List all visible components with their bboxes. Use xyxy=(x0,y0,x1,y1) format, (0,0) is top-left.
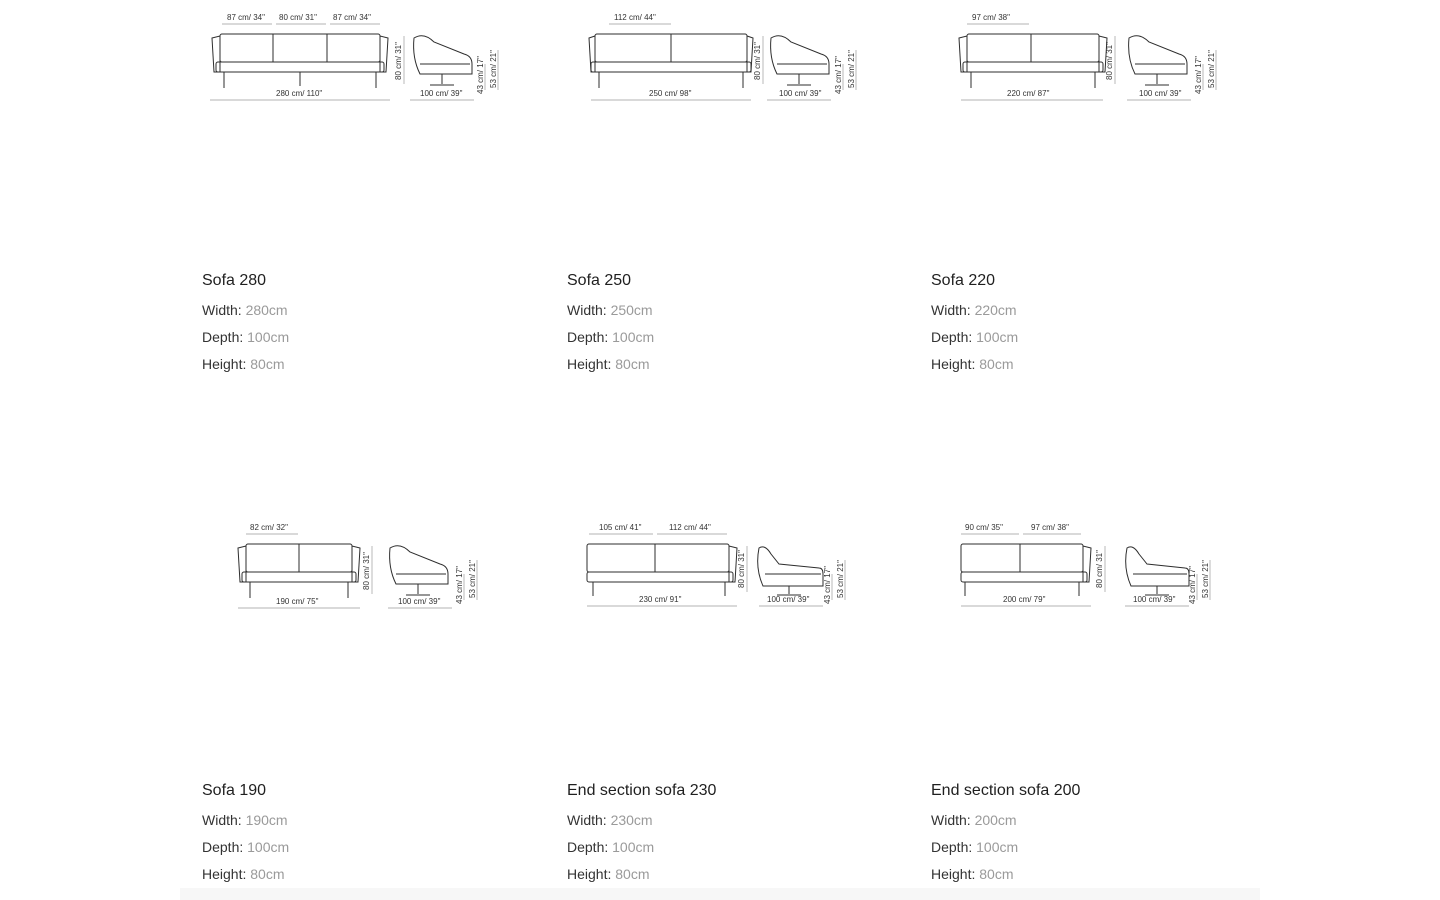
dim-height: 80 cm/ 31" xyxy=(737,550,746,588)
dim-top-1: 97 cm/ 38" xyxy=(972,13,1010,22)
spec-depth: Depth: 100cm xyxy=(567,839,655,855)
dim-top-1: 82 cm/ 32" xyxy=(250,523,288,532)
spec-width: Width: 250cm xyxy=(567,302,653,318)
dim-side-depth: 100 cm/ 39" xyxy=(767,595,810,604)
dim-arm-height: 53 cm/ 21" xyxy=(1207,50,1216,88)
dim-seat-height: 43 cm/ 17" xyxy=(823,566,832,604)
product-name: Sofa 190 xyxy=(202,782,267,799)
dim-top-2: 112 cm/ 44" xyxy=(669,523,711,532)
spec-height: Height: 80cm xyxy=(567,356,650,372)
dim-height: 80 cm/ 31" xyxy=(1105,42,1114,80)
dim-bottom: 280 cm/ 110" xyxy=(276,89,323,98)
dimension-drawing xyxy=(931,518,1261,628)
dim-top-3: 87 cm/ 34" xyxy=(333,13,371,22)
dim-bottom: 220 cm/ 87" xyxy=(1007,89,1050,98)
dim-bottom: 200 cm/ 79" xyxy=(1003,595,1046,604)
dim-side-depth: 100 cm/ 39" xyxy=(779,89,822,98)
dim-top-1: 87 cm/ 34" xyxy=(227,13,265,22)
dim-height: 80 cm/ 31" xyxy=(362,552,371,590)
dimension-drawing xyxy=(567,8,897,118)
spec-width: Width: 190cm xyxy=(202,812,288,828)
spec-width: Width: 220cm xyxy=(931,302,1017,318)
dim-arm-height: 53 cm/ 21" xyxy=(489,50,498,88)
dim-seat-height: 43 cm/ 17" xyxy=(455,566,464,604)
spec-height: Height: 80cm xyxy=(202,356,285,372)
dimension-drawing xyxy=(202,8,532,118)
spec-height: Height: 80cm xyxy=(931,866,1014,882)
dimension-drawing xyxy=(202,518,532,628)
spec-depth: Depth: 100cm xyxy=(202,839,290,855)
dim-height: 80 cm/ 31" xyxy=(1095,550,1104,588)
dim-arm-height: 53 cm/ 21" xyxy=(468,560,477,598)
dimension-drawing xyxy=(931,8,1261,118)
dim-arm-height: 53 cm/ 21" xyxy=(847,50,856,88)
page-footer-edge xyxy=(180,888,1260,900)
dim-seat-height: 43 cm/ 17" xyxy=(1188,566,1197,604)
dim-bottom: 250 cm/ 98" xyxy=(649,89,692,98)
dim-top-2: 80 cm/ 31" xyxy=(279,13,317,22)
dim-seat-height: 43 cm/ 17" xyxy=(476,56,485,94)
dim-side-depth: 100 cm/ 39" xyxy=(1133,595,1176,604)
product-name: Sofa 280 xyxy=(202,272,267,289)
dim-side-depth: 100 cm/ 39" xyxy=(420,89,463,98)
dim-bottom: 230 cm/ 91" xyxy=(639,595,682,604)
spec-height: Height: 80cm xyxy=(202,866,285,882)
dim-side-depth: 100 cm/ 39" xyxy=(398,597,441,606)
dim-side-depth: 100 cm/ 39" xyxy=(1139,89,1182,98)
spec-width: Width: 280cm xyxy=(202,302,288,318)
dim-height: 80 cm/ 31" xyxy=(753,42,762,80)
product-name: End section sofa 200 xyxy=(931,782,1081,799)
dim-arm-height: 53 cm/ 21" xyxy=(1201,560,1210,598)
dim-bottom: 190 cm/ 75" xyxy=(276,597,319,606)
spec-depth: Depth: 100cm xyxy=(931,839,1019,855)
spec-height: Height: 80cm xyxy=(567,866,650,882)
spec-width: Width: 200cm xyxy=(931,812,1017,828)
spec-height: Height: 80cm xyxy=(931,356,1014,372)
spec-width: Width: 230cm xyxy=(567,812,653,828)
product-name: Sofa 250 xyxy=(567,272,632,289)
dim-top-1: 90 cm/ 35" xyxy=(965,523,1003,532)
spec-depth: Depth: 100cm xyxy=(202,329,290,345)
dim-top-2: 97 cm/ 38" xyxy=(1031,523,1069,532)
dim-arm-height: 53 cm/ 21" xyxy=(836,560,845,598)
dim-seat-height: 43 cm/ 17" xyxy=(1194,56,1203,94)
dim-top-1: 105 cm/ 41" xyxy=(599,523,642,532)
product-name: End section sofa 230 xyxy=(567,782,717,799)
dim-height: 80 cm/ 31" xyxy=(394,42,403,80)
dim-top-1: 112 cm/ 44" xyxy=(614,13,656,22)
product-name: Sofa 220 xyxy=(931,272,996,289)
dimension-drawing xyxy=(567,518,897,628)
spec-depth: Depth: 100cm xyxy=(567,329,655,345)
dim-seat-height: 43 cm/ 17" xyxy=(834,56,843,94)
spec-depth: Depth: 100cm xyxy=(931,329,1019,345)
